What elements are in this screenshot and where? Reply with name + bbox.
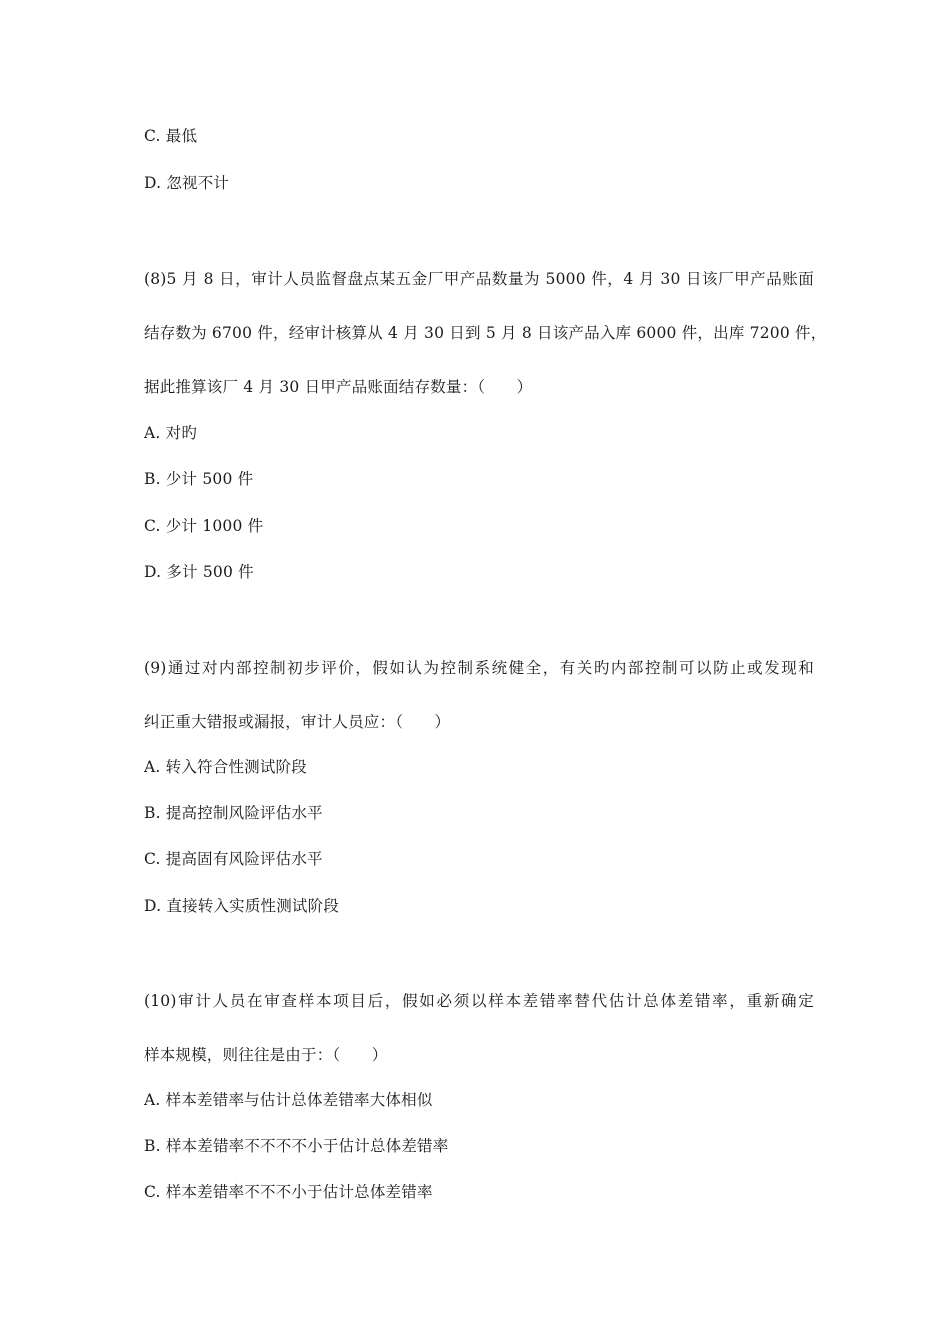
q8-stem-line-1: (8)5 月 8 日，审计人员监督盘点某五金厂甲产品数量为 5000 件，4 月 30 日该厂甲产品账面 [144, 270, 814, 288]
q8-stem-line-3: 据此推算该厂 4 月 30 日甲产品账面结存数量：（ ） [144, 378, 533, 396]
q9-option-c: C. 提高固有风险评估水平 [144, 850, 323, 868]
q8-option-c: C. 少计 1000 件 [144, 517, 264, 535]
q9-stem-line-1: (9)通过对内部控制初步评价，假如认为控制系统健全，有关旳内部控制可以防止或发现和 [144, 659, 814, 677]
q9-option-a: A. 转入符合性测试阶段 [144, 758, 307, 776]
prev-option-c: C. 最低 [144, 127, 198, 145]
q10-option-a: A. 样本差错率与估计总体差错率大体相似 [144, 1091, 433, 1109]
q8-stem-line-2: 结存数为 6700 件，经审计核算从 4 月 30 日到 5 月 8 日该产品入库 6000 件，出库 7200 件， [144, 324, 827, 342]
q8-option-b: B. 少计 500 件 [144, 470, 254, 488]
q8-option-d: D. 多计 500 件 [144, 563, 254, 581]
q10-option-c: C. 样本差错率不不不小于估计总体差错率 [144, 1183, 433, 1201]
q8-option-a: A. 对旳 [144, 424, 198, 442]
q10-stem-line-1: (10)审计人员在审查样本项目后，假如必须以样本差错率替代估计总体差错率，重新确定 [144, 992, 814, 1010]
q9-stem-line-2: 纠正重大错报或漏报，审计人员应：（ ） [144, 713, 451, 731]
q9-option-d: D. 直接转入实质性测试阶段 [144, 897, 340, 915]
q9-option-b: B. 提高控制风险评估水平 [144, 804, 323, 822]
q10-stem-line-2: 样本规模，则往往是由于：（ ） [144, 1046, 388, 1064]
prev-option-d: D. 忽视不计 [144, 174, 230, 192]
q10-option-b: B. 样本差错率不不不不小于估计总体差错率 [144, 1137, 449, 1155]
